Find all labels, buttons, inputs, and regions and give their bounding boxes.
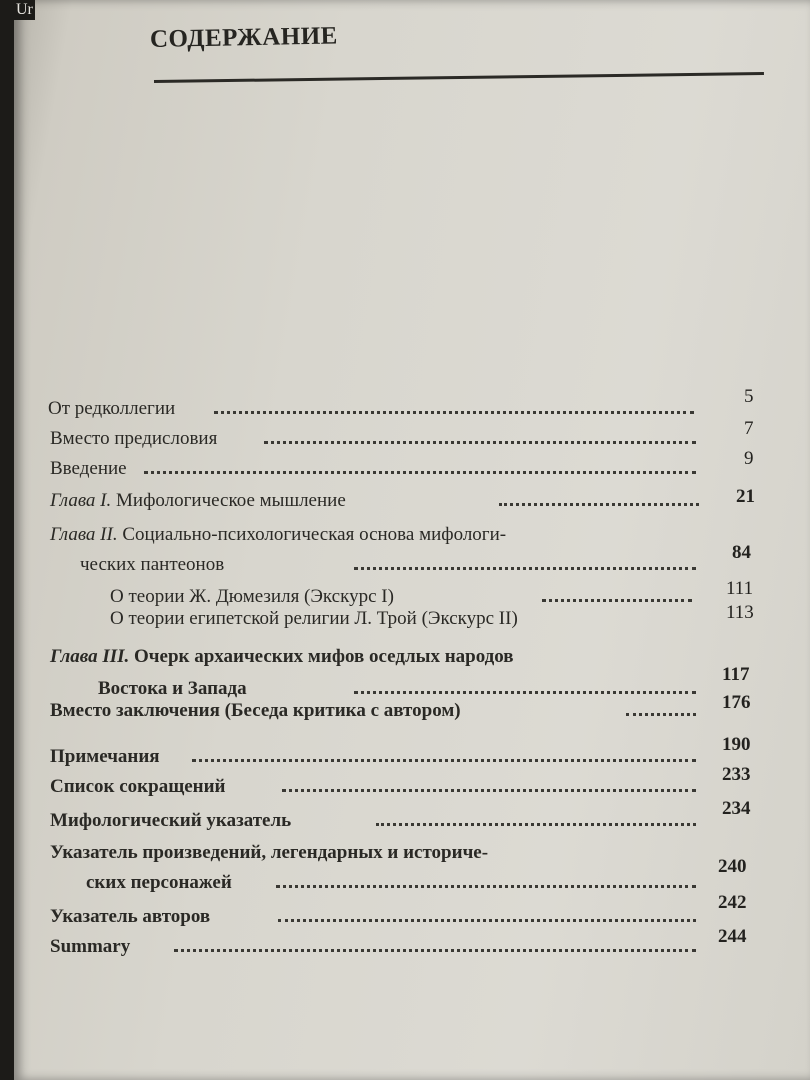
- toc-entry-page: 9: [744, 448, 754, 469]
- toc-entry-page: 7: [744, 418, 754, 439]
- toc-leader: [192, 759, 696, 762]
- toc-leader: [354, 567, 696, 570]
- chapter-label: Глава II.: [50, 524, 118, 545]
- toc-leader: [376, 823, 696, 826]
- toc-entry-page: 176: [722, 692, 751, 713]
- toc-entry-title-line-1: Указатель произведений, легендарных и историче-: [50, 842, 489, 863]
- toc-entry-title-line-1: Очерк архаических мифов оседлых народов: [134, 646, 514, 667]
- toc-leader: [174, 949, 696, 952]
- toc-entry-title: Введение: [50, 458, 127, 479]
- toc-entry-page: 244: [718, 926, 747, 947]
- toc-entry-page: 233: [722, 764, 751, 785]
- toc-entry-page: 84: [732, 542, 751, 563]
- toc-leader: [499, 503, 699, 506]
- toc-leader: [278, 919, 696, 922]
- chapter-label: Глава III.: [50, 646, 130, 667]
- toc-leader: [354, 691, 696, 694]
- contents-heading: СОДЕРЖАНИЕ: [149, 22, 339, 53]
- toc-entry-page: 234: [722, 798, 751, 819]
- toc-entry-title: Мифологическое мышление: [116, 490, 346, 511]
- toc-leader: [264, 441, 696, 444]
- toc-leader: [542, 599, 692, 602]
- toc-entry-title-line-2: ческих пантеонов: [80, 554, 225, 575]
- toc-entry-title-line-2: Востока и Запада: [98, 678, 247, 699]
- toc-entry-page: 21: [736, 486, 755, 507]
- toc-entry-title: От редколлегии: [48, 398, 176, 419]
- toc-entry-page: 190: [722, 734, 751, 755]
- toc-leader: [626, 713, 696, 716]
- toc-entry-title: Примечания: [50, 746, 160, 767]
- toc-entry-page: 242: [718, 892, 747, 913]
- toc-leader: [282, 789, 696, 792]
- toc-entry-title: Мифологический указатель: [50, 810, 292, 831]
- toc-entry-page: 117: [722, 664, 750, 685]
- toc-entry-title-line-2: ских персонажей: [86, 872, 232, 893]
- toc-entry-title: Указатель авторов: [50, 906, 211, 927]
- heading-rule: [154, 72, 764, 83]
- toc-entry-title: Вместо заключения (Беседа критика с автором): [50, 700, 461, 721]
- toc-entry-title: О теории Ж. Дюмезиля (Экскурс I): [110, 586, 394, 607]
- toc-leader: [214, 411, 694, 414]
- toc-entry-page: 5: [744, 386, 754, 407]
- toc-leader: [276, 885, 696, 888]
- book-page: [14, 0, 810, 1080]
- toc-entry-title: Summary: [50, 936, 131, 957]
- toc-entry-page: 111: [726, 578, 754, 599]
- corner-mark: Ur: [16, 1, 33, 18]
- chapter-label: Глава I.: [50, 490, 112, 511]
- toc-entry-page: 113: [726, 602, 754, 623]
- toc-entry-title: Список сокращений: [50, 776, 226, 797]
- toc-leader: [144, 471, 696, 474]
- toc-entry-title: О теории египетской религии Л. Трой (Экскурс II): [110, 608, 518, 629]
- toc-entry-page: 240: [718, 856, 747, 877]
- toc-entry-title: Вместо предисловия: [50, 428, 218, 449]
- toc-entry-title-line-1: Социально-психологическая основа мифологи-: [122, 524, 507, 545]
